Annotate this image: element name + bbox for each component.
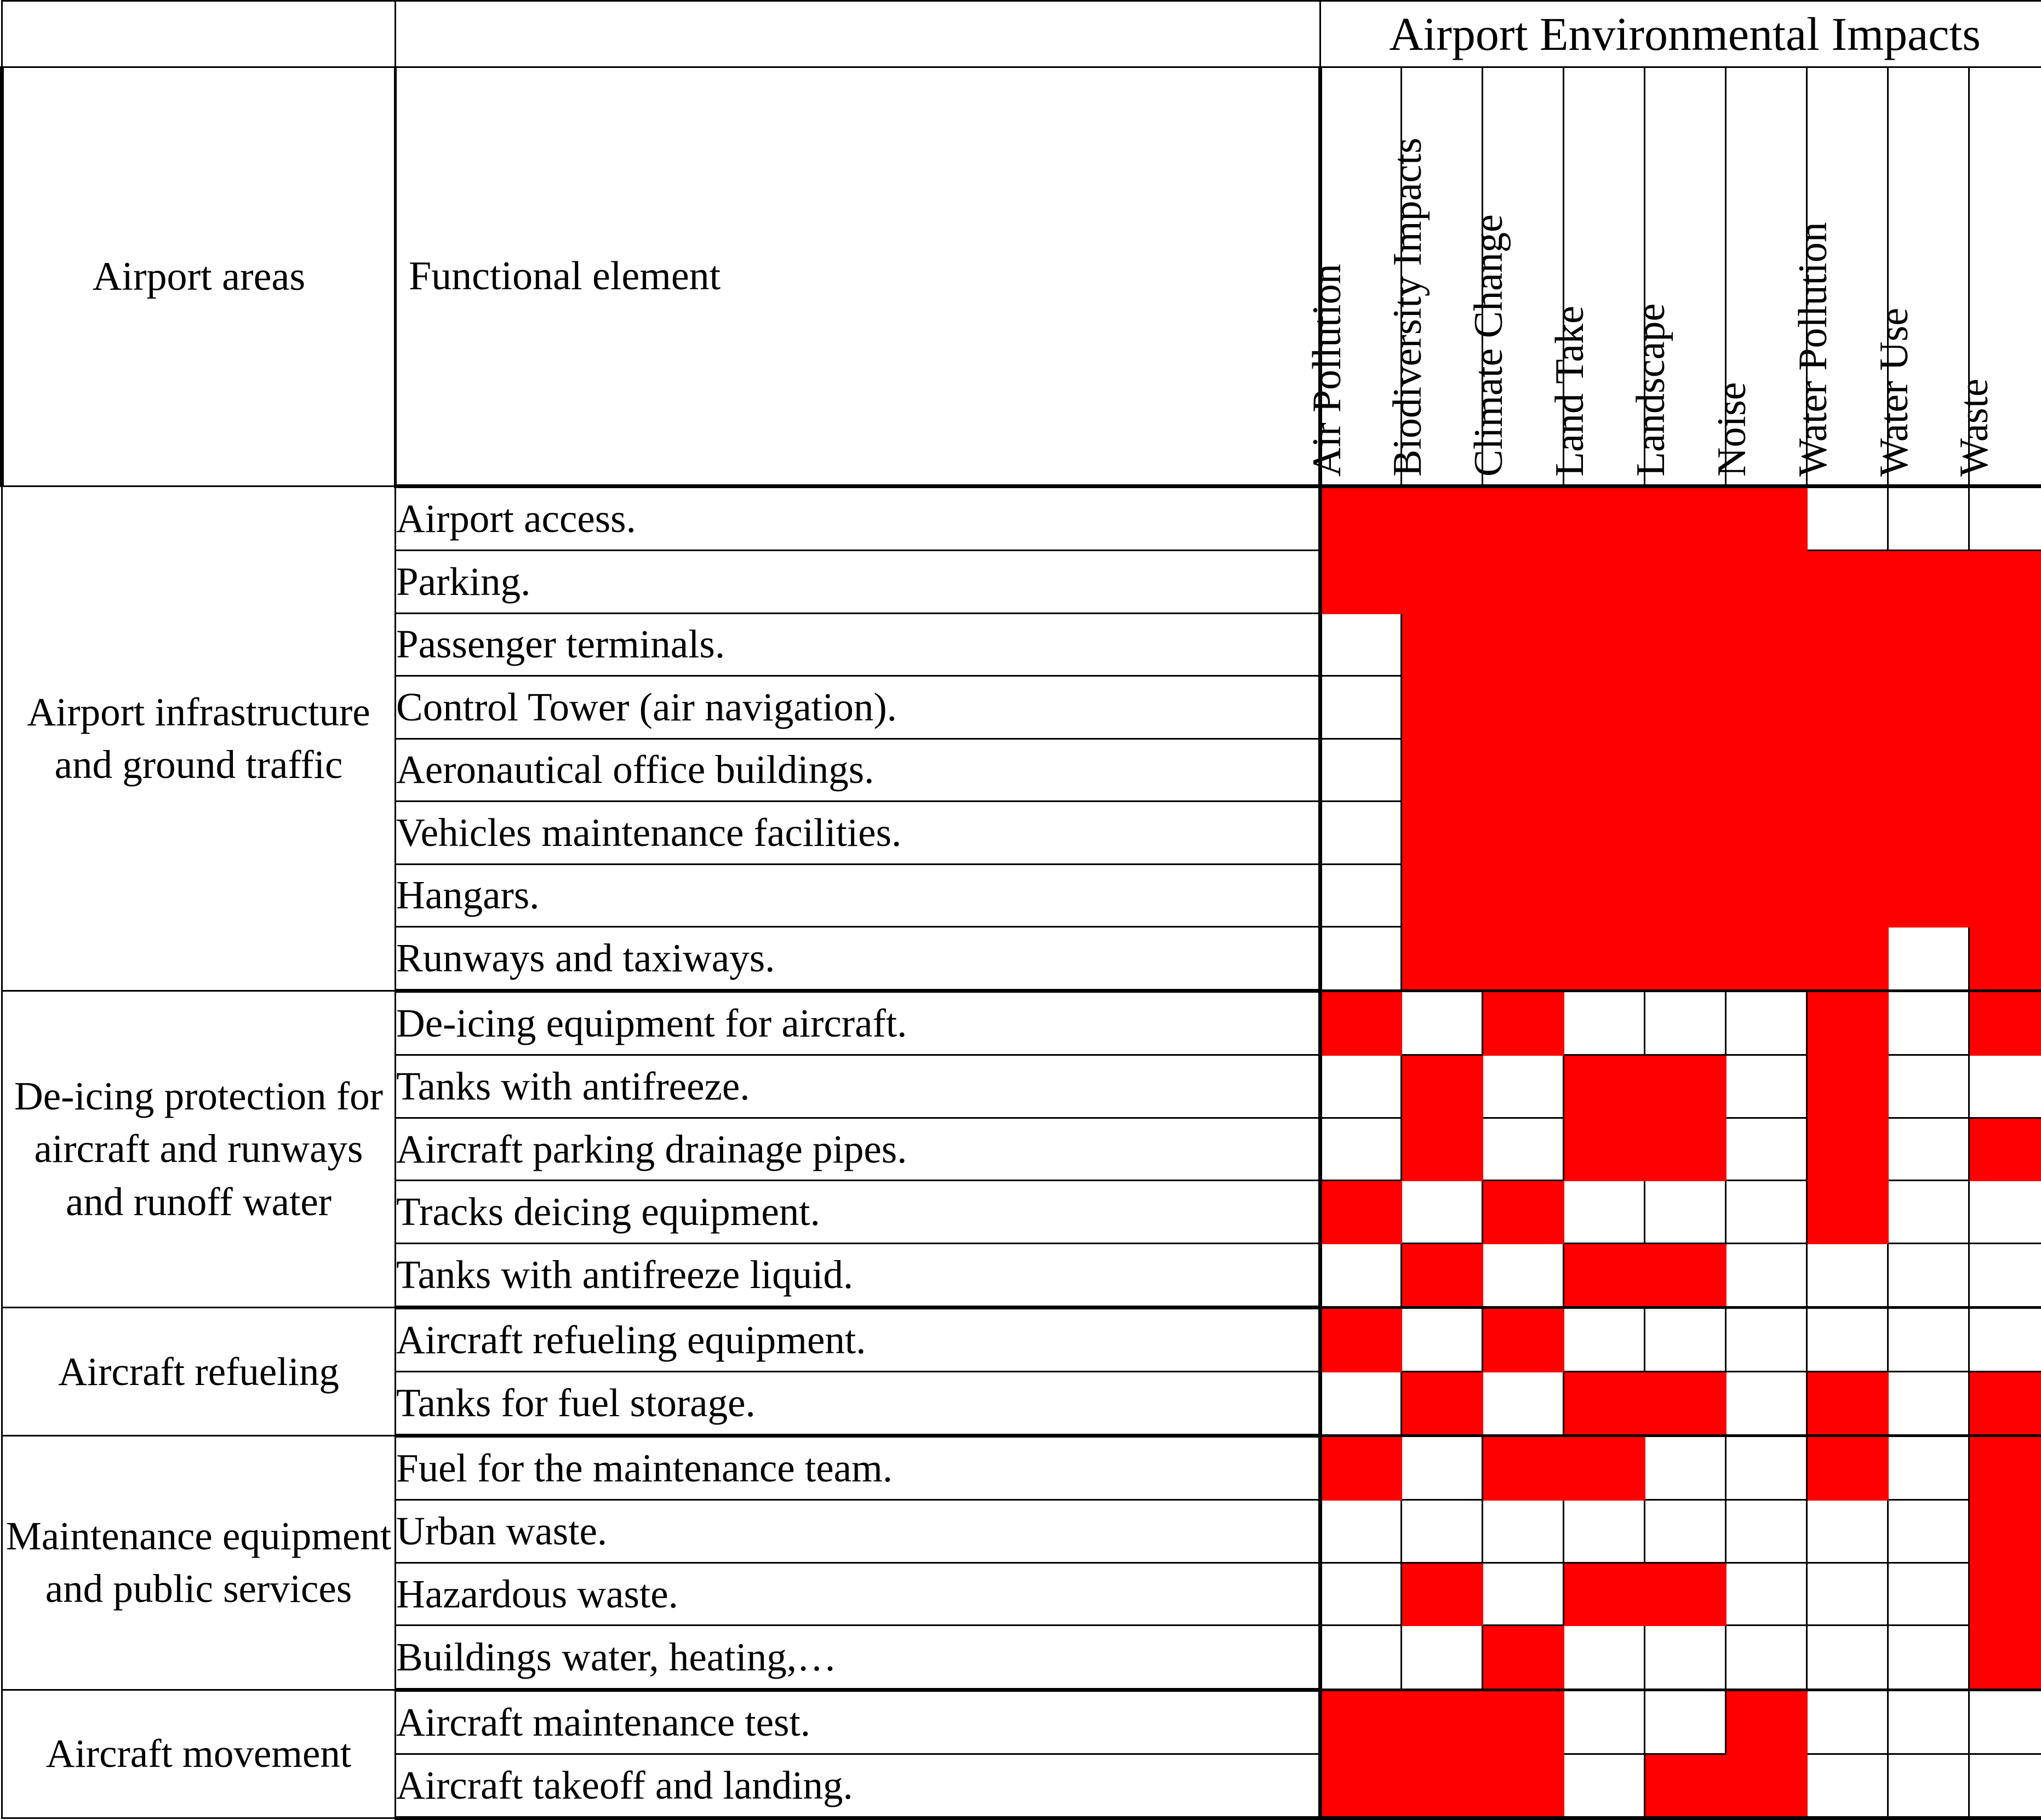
impact-cell-noise xyxy=(1726,1754,1807,1818)
impact-cell-water-pollution xyxy=(1807,551,1888,614)
impact-cell-climate-change xyxy=(1483,1563,1564,1626)
impact-cell-biodiversity-impacts xyxy=(1402,927,1483,991)
impact-cell-land-take xyxy=(1564,613,1645,676)
impact-column-header-label: Water Pollution xyxy=(1790,222,1836,477)
impact-cell-air-pollution xyxy=(1320,487,1402,551)
impact-cell-landscape xyxy=(1645,1243,1726,1307)
impact-cell-land-take xyxy=(1564,927,1645,991)
corner-blank-right xyxy=(396,1,1320,67)
impact-cell-waste xyxy=(1969,864,2041,927)
impact-cell-air-pollution xyxy=(1320,927,1402,991)
functional-element-cell: Airport access. xyxy=(396,487,1320,551)
impact-cell-water-use xyxy=(1888,1243,1969,1307)
impact-cell-waste xyxy=(1969,739,2041,802)
impact-cell-landscape xyxy=(1645,1626,1726,1690)
impact-cell-climate-change xyxy=(1483,1308,1564,1372)
impact-cell-climate-change xyxy=(1483,1243,1564,1307)
impact-cell-landscape xyxy=(1645,613,1726,676)
impact-cell-noise xyxy=(1726,1181,1807,1244)
impact-cell-noise xyxy=(1726,802,1807,865)
impact-cell-water-pollution xyxy=(1807,739,1888,802)
impact-cell-waste xyxy=(1969,1243,2041,1307)
impact-cell-landscape xyxy=(1645,1181,1726,1244)
impact-cell-biodiversity-impacts xyxy=(1402,739,1483,802)
impact-cell-landscape xyxy=(1645,1118,1726,1181)
impact-cell-air-pollution xyxy=(1320,1500,1402,1563)
impact-cell-biodiversity-impacts xyxy=(1402,1626,1483,1690)
functional-element-cell: Aircraft takeoff and landing. xyxy=(396,1754,1320,1818)
impact-cell-biodiversity-impacts xyxy=(1402,1055,1483,1118)
impact-cell-water-pollution xyxy=(1807,1055,1888,1118)
impact-cell-noise xyxy=(1726,1118,1807,1181)
impact-cell-air-pollution xyxy=(1320,991,1402,1055)
impact-cell-climate-change xyxy=(1483,927,1564,991)
column-header-row xyxy=(2,67,2041,487)
impact-cell-biodiversity-impacts xyxy=(1402,1118,1483,1181)
impact-cell-water-use xyxy=(1888,1500,1969,1563)
functional-element-cell: Hazardous waste. xyxy=(396,1563,1320,1626)
impact-cell-biodiversity-impacts xyxy=(1402,1243,1483,1307)
corner-blank-left xyxy=(2,1,396,67)
impact-cell-landscape xyxy=(1645,487,1726,551)
impact-cell-waste xyxy=(1969,1754,2041,1818)
impact-column-header-label: Biodiversity Impacts xyxy=(1385,138,1430,477)
functional-element-cell: Buildings water, heating,… xyxy=(396,1626,1320,1690)
impact-column-header-label: Waste xyxy=(1952,379,1997,477)
impact-cell-waste xyxy=(1969,1626,2041,1690)
impact-cell-water-use xyxy=(1888,1181,1969,1244)
impact-cell-noise xyxy=(1726,991,1807,1055)
impact-cell-water-use xyxy=(1888,1626,1969,1690)
impact-cell-water-pollution xyxy=(1807,676,1888,739)
impact-cell-water-pollution xyxy=(1807,1181,1888,1244)
impact-cell-water-use xyxy=(1888,487,1969,551)
impact-cell-waste xyxy=(1969,1436,2041,1500)
impact-cell-water-pollution xyxy=(1807,864,1888,927)
impact-cell-waste xyxy=(1969,1118,2041,1181)
impact-cell-noise xyxy=(1726,1243,1807,1307)
impact-cell-water-use xyxy=(1888,739,1969,802)
airport-area-cell: Aircraft refueling xyxy=(2,1308,396,1436)
impact-cell-waste xyxy=(1969,991,2041,1055)
impact-cell-water-pollution xyxy=(1807,1436,1888,1500)
impact-cell-landscape xyxy=(1645,927,1726,991)
impact-cell-climate-change xyxy=(1483,1118,1564,1181)
impact-cell-noise xyxy=(1726,551,1807,614)
impact-cell-land-take xyxy=(1564,1372,1645,1436)
impact-cell-noise xyxy=(1726,613,1807,676)
impact-cell-noise xyxy=(1726,1563,1807,1626)
impact-cell-waste xyxy=(1969,1500,2041,1563)
impact-cell-biodiversity-impacts xyxy=(1402,1754,1483,1818)
impact-cell-landscape xyxy=(1645,864,1726,927)
functional-element-cell: Hangars. xyxy=(396,864,1320,927)
header-functional-element: Functional element xyxy=(396,67,1320,487)
functional-element-cell: Runways and taxiways. xyxy=(396,927,1320,991)
impact-cell-water-pollution xyxy=(1807,1372,1888,1436)
impact-cell-air-pollution xyxy=(1320,1690,1402,1754)
impact-cell-air-pollution xyxy=(1320,1372,1402,1436)
impact-cell-air-pollution xyxy=(1320,1243,1402,1307)
impact-cell-water-pollution xyxy=(1807,1118,1888,1181)
impact-cell-climate-change xyxy=(1483,1181,1564,1244)
impact-cell-water-use xyxy=(1888,613,1969,676)
impact-cell-climate-change xyxy=(1483,613,1564,676)
impact-cell-noise xyxy=(1726,1055,1807,1118)
functional-element-cell: Tanks for fuel storage. xyxy=(396,1372,1320,1436)
impact-cell-land-take xyxy=(1564,991,1645,1055)
impact-cell-climate-change xyxy=(1483,1055,1564,1118)
functional-element-cell: Aircraft parking drainage pipes. xyxy=(396,1118,1320,1181)
impact-cell-biodiversity-impacts xyxy=(1402,864,1483,927)
impact-cell-landscape xyxy=(1645,1563,1726,1626)
impact-cell-water-pollution xyxy=(1807,1690,1888,1754)
functional-element-cell: De-icing equipment for aircraft. xyxy=(396,991,1320,1055)
impact-cell-water-use xyxy=(1888,1055,1969,1118)
impact-cell-air-pollution xyxy=(1320,1118,1402,1181)
impact-cell-noise xyxy=(1726,1690,1807,1754)
impact-cell-water-pollution xyxy=(1807,487,1888,551)
impact-cell-landscape xyxy=(1645,1055,1726,1118)
impact-cell-waste xyxy=(1969,1563,2041,1626)
impact-cell-noise xyxy=(1726,676,1807,739)
impact-cell-land-take xyxy=(1564,487,1645,551)
impact-cell-air-pollution xyxy=(1320,551,1402,614)
impact-column-header-9 xyxy=(1952,67,2041,487)
functional-element-cell: Fuel for the maintenance team. xyxy=(396,1436,1320,1500)
impact-cell-water-use xyxy=(1888,991,1969,1055)
impact-cell-water-pollution xyxy=(1807,1500,1888,1563)
supra-header-row xyxy=(2,1,2041,67)
impact-cell-land-take xyxy=(1564,551,1645,614)
impact-column-header-label: Water Use xyxy=(1871,307,1917,477)
impact-cell-biodiversity-impacts xyxy=(1402,1563,1483,1626)
functional-element-cell: Aeronautical office buildings. xyxy=(396,739,1320,802)
impact-cell-waste xyxy=(1969,1372,2041,1436)
impact-cell-air-pollution xyxy=(1320,1055,1402,1118)
impact-cell-land-take xyxy=(1564,1754,1645,1818)
impact-cell-water-use xyxy=(1888,802,1969,865)
functional-element-cell: Parking. xyxy=(396,551,1320,614)
impact-cell-climate-change xyxy=(1483,487,1564,551)
impact-cell-climate-change xyxy=(1483,1690,1564,1754)
impact-cell-water-pollution xyxy=(1807,1754,1888,1818)
impact-cell-air-pollution xyxy=(1320,1626,1402,1690)
impact-cell-water-pollution xyxy=(1807,613,1888,676)
impact-cell-biodiversity-impacts xyxy=(1402,676,1483,739)
impact-cell-climate-change xyxy=(1483,1500,1564,1563)
functional-element-cell: Tanks with antifreeze. xyxy=(396,1055,1320,1118)
impact-cell-water-pollution xyxy=(1807,991,1888,1055)
impact-cell-landscape xyxy=(1645,551,1726,614)
impact-cell-land-take xyxy=(1564,676,1645,739)
impact-cell-air-pollution xyxy=(1320,1181,1402,1244)
impact-column-header-label: Air Pollution xyxy=(1304,264,1350,477)
impact-cell-noise xyxy=(1726,1436,1807,1500)
functional-element-cell: Aircraft refueling equipment. xyxy=(396,1308,1320,1372)
functional-element-cell: Urban waste. xyxy=(396,1500,1320,1563)
impact-column-header-label: Landscape xyxy=(1628,303,1673,477)
impact-cell-water-use xyxy=(1888,864,1969,927)
functional-element-cell: Vehicles maintenance facilities. xyxy=(396,802,1320,865)
impact-cell-water-pollution xyxy=(1807,1243,1888,1307)
functional-element-cell: Aircraft maintenance test. xyxy=(396,1690,1320,1754)
impact-cell-waste xyxy=(1969,927,2041,991)
table-row xyxy=(2,1690,2041,1754)
impact-cell-waste xyxy=(1969,1055,2041,1118)
impact-cell-biodiversity-impacts xyxy=(1402,551,1483,614)
impact-cell-water-use xyxy=(1888,1754,1969,1818)
airport-area-cell: De-icing protection for aircraft and runways and runoff water xyxy=(2,991,396,1308)
impact-cell-water-use xyxy=(1888,927,1969,991)
impact-cell-air-pollution xyxy=(1320,613,1402,676)
impact-cell-climate-change xyxy=(1483,676,1564,739)
impact-cell-landscape xyxy=(1645,676,1726,739)
impact-cell-land-take xyxy=(1564,1690,1645,1754)
impact-cell-water-use xyxy=(1888,1372,1969,1436)
impact-cell-water-use xyxy=(1888,1308,1969,1372)
impact-cell-landscape xyxy=(1645,1308,1726,1372)
impact-column-header-label: Noise xyxy=(1709,382,1754,477)
impact-cell-air-pollution xyxy=(1320,1308,1402,1372)
impact-cell-land-take xyxy=(1564,1243,1645,1307)
impact-cell-land-take xyxy=(1564,1626,1645,1690)
impact-cell-landscape xyxy=(1645,1436,1726,1500)
impact-cell-landscape xyxy=(1645,739,1726,802)
impact-column-header-label: Land Take xyxy=(1547,306,1592,477)
impact-cell-water-use xyxy=(1888,1436,1969,1500)
impact-cell-climate-change xyxy=(1483,1754,1564,1818)
header-airport-areas: Airport areas xyxy=(2,67,396,487)
impact-cell-water-pollution xyxy=(1807,1563,1888,1626)
impact-cell-air-pollution xyxy=(1320,739,1402,802)
impact-cell-biodiversity-impacts xyxy=(1402,991,1483,1055)
impact-cell-waste xyxy=(1969,613,2041,676)
impact-cell-waste xyxy=(1969,1690,2041,1754)
impact-cell-water-pollution xyxy=(1807,1308,1888,1372)
impact-cell-water-use xyxy=(1888,551,1969,614)
table-row xyxy=(2,991,2041,1055)
impact-cell-land-take xyxy=(1564,1500,1645,1563)
impact-cell-biodiversity-impacts xyxy=(1402,1308,1483,1372)
impact-cell-biodiversity-impacts xyxy=(1402,1690,1483,1754)
impact-cell-water-use xyxy=(1888,676,1969,739)
impact-cell-water-pollution xyxy=(1807,1626,1888,1690)
impact-cell-biodiversity-impacts xyxy=(1402,802,1483,865)
impact-cell-land-take xyxy=(1564,1055,1645,1118)
impact-cell-landscape xyxy=(1645,1754,1726,1818)
impact-column-header-label: Climate Change xyxy=(1466,214,1511,477)
impact-cell-air-pollution xyxy=(1320,802,1402,865)
airport-area-cell: Aircraft movement xyxy=(2,1690,396,1818)
impact-cell-land-take xyxy=(1564,864,1645,927)
impact-cell-land-take xyxy=(1564,802,1645,865)
impact-cell-noise xyxy=(1726,487,1807,551)
impact-cell-biodiversity-impacts xyxy=(1402,1500,1483,1563)
impact-cell-climate-change xyxy=(1483,551,1564,614)
impact-cell-noise xyxy=(1726,739,1807,802)
impact-cell-climate-change xyxy=(1483,1372,1564,1436)
impact-cell-biodiversity-impacts xyxy=(1402,487,1483,551)
impact-cell-land-take xyxy=(1564,1118,1645,1181)
impact-cell-climate-change xyxy=(1483,991,1564,1055)
impact-cell-air-pollution xyxy=(1320,1436,1402,1500)
impact-cell-biodiversity-impacts xyxy=(1402,613,1483,676)
impact-cell-climate-change xyxy=(1483,802,1564,865)
impact-cell-biodiversity-impacts xyxy=(1402,1372,1483,1436)
functional-element-cell: Control Tower (air navigation). xyxy=(396,676,1320,739)
impact-cell-noise xyxy=(1726,927,1807,991)
table-row xyxy=(2,1308,2041,1372)
impact-cell-air-pollution xyxy=(1320,1563,1402,1626)
impact-cell-waste xyxy=(1969,551,2041,614)
impact-cell-landscape xyxy=(1645,1500,1726,1563)
functional-element-cell: Tracks deicing equipment. xyxy=(396,1181,1320,1244)
impact-cell-air-pollution xyxy=(1320,864,1402,927)
impact-cell-water-use xyxy=(1888,1563,1969,1626)
supra-header-label: Airport Environmental Impacts xyxy=(1320,1,2041,67)
impact-cell-landscape xyxy=(1645,991,1726,1055)
impact-cell-climate-change xyxy=(1483,1436,1564,1500)
impact-cell-landscape xyxy=(1645,802,1726,865)
impact-cell-water-pollution xyxy=(1807,927,1888,991)
impact-cell-waste xyxy=(1969,676,2041,739)
impact-cell-land-take xyxy=(1564,1308,1645,1372)
impact-cell-climate-change xyxy=(1483,1626,1564,1690)
impact-cell-water-use xyxy=(1888,1118,1969,1181)
impact-cell-biodiversity-impacts xyxy=(1402,1181,1483,1244)
impact-cell-landscape xyxy=(1645,1372,1726,1436)
impact-cell-biodiversity-impacts xyxy=(1402,1436,1483,1500)
table-row xyxy=(2,1436,2041,1500)
functional-element-cell: Tanks with antifreeze liquid. xyxy=(396,1243,1320,1307)
impact-cell-noise xyxy=(1726,864,1807,927)
impact-cell-landscape xyxy=(1645,1690,1726,1754)
impact-cell-noise xyxy=(1726,1372,1807,1436)
impact-cell-noise xyxy=(1726,1308,1807,1372)
table-row xyxy=(2,487,2041,551)
impact-cell-air-pollution xyxy=(1320,676,1402,739)
impact-cell-water-use xyxy=(1888,1690,1969,1754)
impact-cell-water-pollution xyxy=(1807,802,1888,865)
impact-cell-waste xyxy=(1969,1181,2041,1244)
impact-cell-land-take xyxy=(1564,739,1645,802)
impact-cell-noise xyxy=(1726,1626,1807,1690)
impact-cell-waste xyxy=(1969,1308,2041,1372)
impact-cell-noise xyxy=(1726,1500,1807,1563)
impact-cell-waste xyxy=(1969,487,2041,551)
impact-cell-air-pollution xyxy=(1320,1754,1402,1818)
impact-cell-land-take xyxy=(1564,1436,1645,1500)
airport-area-cell: Airport infrastructure and ground traffic xyxy=(2,487,396,991)
impact-cell-climate-change xyxy=(1483,864,1564,927)
functional-element-cell: Passenger terminals. xyxy=(396,613,1320,676)
airport-area-cell: Maintenance equipment and public services xyxy=(2,1436,396,1690)
impact-cell-land-take xyxy=(1564,1563,1645,1626)
impact-cell-climate-change xyxy=(1483,739,1564,802)
impact-cell-waste xyxy=(1969,802,2041,865)
impact-cell-land-take xyxy=(1564,1181,1645,1244)
